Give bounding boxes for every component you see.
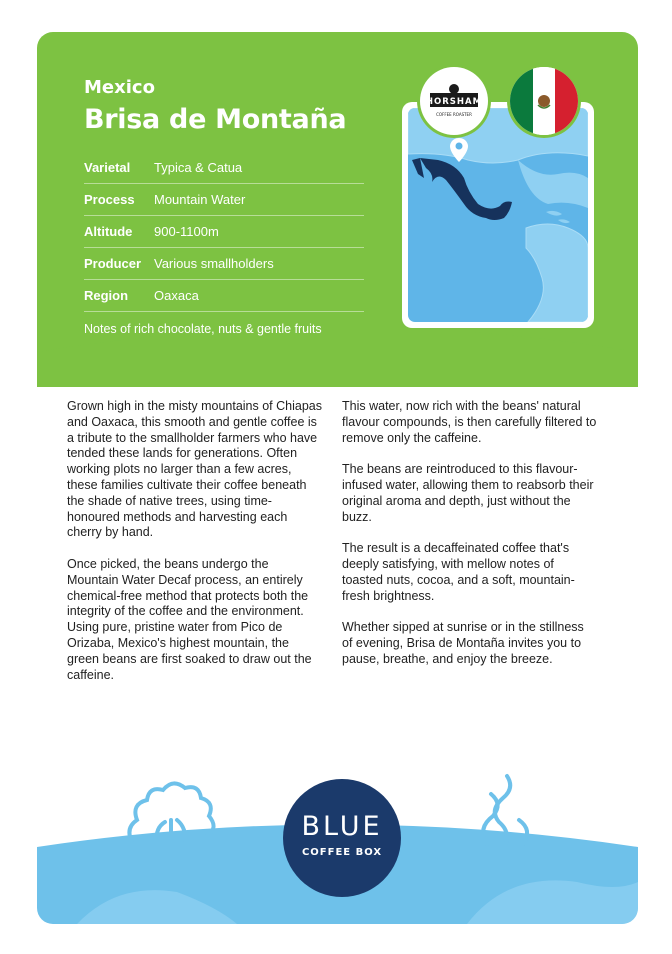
blue-coffee-box-logo — [283, 779, 401, 897]
map-graphic — [408, 108, 588, 322]
spec-label: Producer — [84, 256, 142, 271]
spec-label: Altitude — [84, 224, 133, 239]
spec-row-region — [84, 280, 364, 312]
body-column-left — [67, 399, 322, 699]
body-paragraph: Whether sipped at sunrise or in the stillness of evening, Brisa de Montaña invites you to pause, breathe, and enjoy the breeze. — [342, 620, 584, 666]
spec-value: 900-1100m — [154, 224, 219, 239]
mexico-flag-icon — [510, 67, 578, 135]
body-paragraph: Once picked, the beans undergo the Mountain Water Decaf process, an entirely chemical-free method that protects both the integrity of the coffee and the environment. Using pure, pristine water from Pico de Orizaba, Mexico's highest mountain, the green beans are first soaked to draw out the caffeine. — [67, 556, 312, 682]
roaster-sub: COFFEE ROASTER — [436, 112, 472, 117]
spec-label: Varietal — [84, 160, 131, 175]
spec-row-producer — [84, 248, 364, 280]
logo-sub: COFFEE BOX — [301, 847, 383, 858]
spec-label: Region — [84, 288, 129, 303]
body-column-right — [342, 399, 597, 683]
spec-label: Process — [84, 192, 135, 207]
coffee-title: Brisa de Montaña — [84, 104, 347, 135]
mexico-flag-badge — [510, 67, 578, 135]
spec-table — [84, 152, 364, 312]
coffee-card — [37, 32, 638, 924]
region-map — [408, 108, 588, 322]
spec-value: Typica & Catua — [154, 160, 243, 175]
roaster-name: HORSHAM — [425, 97, 483, 107]
map-frame — [402, 102, 594, 328]
spec-row-altitude — [84, 216, 364, 248]
tasting-notes: Notes of rich chocolate, nuts & gentle fruits — [84, 322, 322, 336]
spec-value: Mountain Water — [154, 192, 246, 207]
logo-brand: BLUE — [301, 811, 383, 842]
spec-row-varietal — [84, 152, 364, 184]
country-label: Mexico — [84, 77, 155, 98]
mexico-shape — [420, 158, 512, 220]
body-paragraph: This water, now rich with the beans' natural flavour compounds, is then carefully filtered to remove only the caffeine. — [342, 399, 597, 445]
roaster-badge — [420, 67, 488, 135]
spec-row-process — [84, 184, 364, 216]
horsham-logo-icon — [420, 67, 488, 135]
body-paragraph: The result is a decaffeinated coffee that's deeply satisfying, with mellow notes of toasted nuts, cocoa, and a soft, mountain-fresh brightness. — [342, 541, 575, 603]
body-paragraph: The beans are reintroduced to this flavour-infused water, allowing them to reabsorb their original aroma and depth, just without the buzz. — [342, 462, 594, 524]
spec-value: Various smallholders — [154, 256, 274, 271]
spec-value: Oaxaca — [154, 288, 199, 303]
body-paragraph: Grown high in the misty mountains of Chiapas and Oaxaca, this smooth and gentle coffee is a tribute to the smallholder farmers who have tended these lands for generations. Often working plots no larger than a few acres, these families cultivate their coffee beneath the shade of native trees, using time-honoured methods and harvesting each cherry by hand. — [67, 399, 322, 540]
